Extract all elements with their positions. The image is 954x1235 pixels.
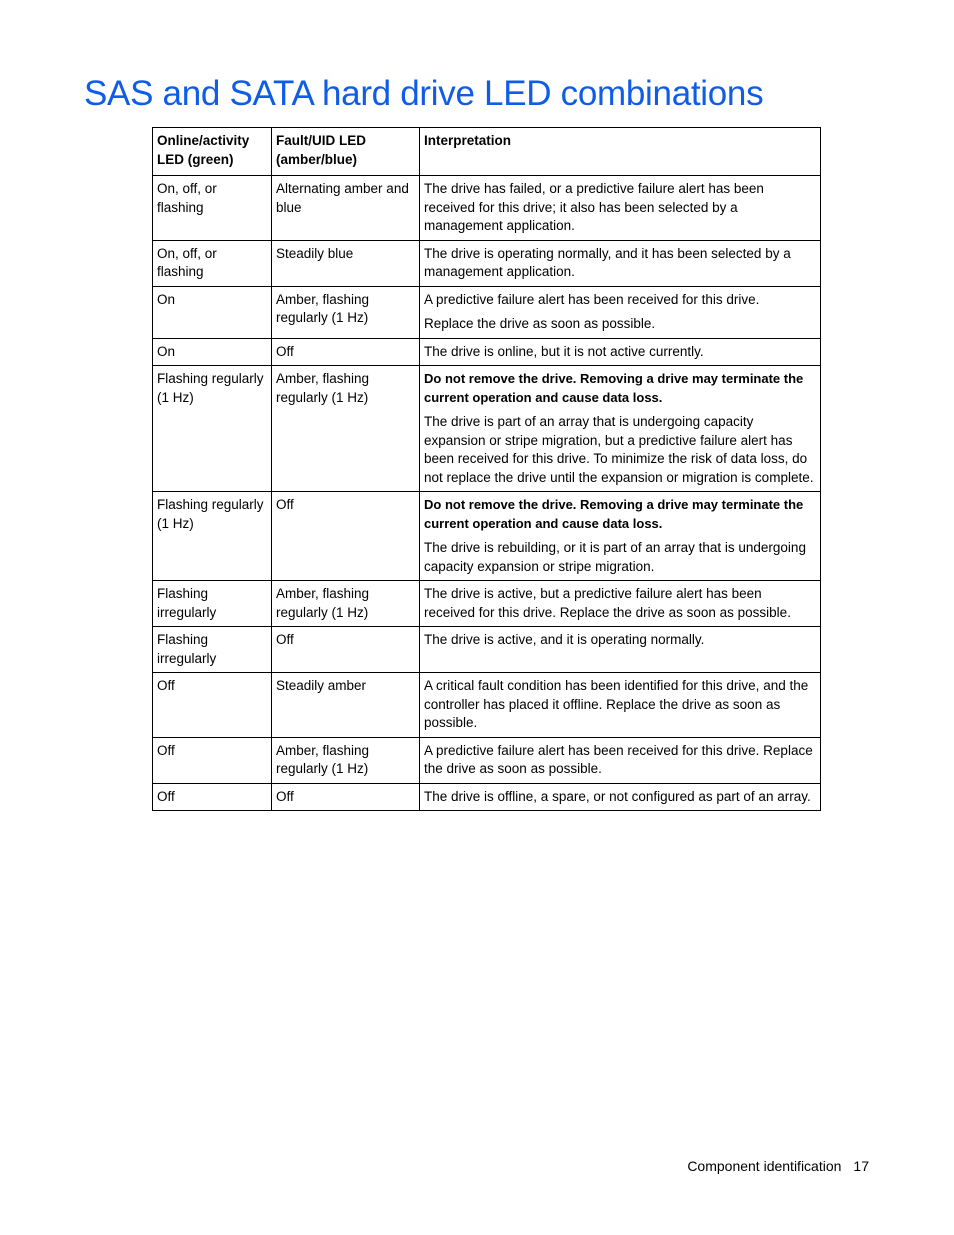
fault-uid-cell: Steadily blue xyxy=(272,240,420,286)
table-row xyxy=(153,176,821,241)
table-header-row xyxy=(153,128,821,176)
online-activity-cell: Flashing regularly (1 Hz) xyxy=(153,366,272,492)
interpretation-text: The drive is active, and it is operating normally. xyxy=(424,632,705,647)
table-row xyxy=(153,673,821,738)
online-activity-cell: Off xyxy=(153,737,272,783)
online-activity-cell: Off xyxy=(153,783,272,811)
interpretation-cell xyxy=(420,627,821,673)
fault-uid-cell: Amber, flashing regularly (1 Hz) xyxy=(272,737,420,783)
fault-uid-cell: Off xyxy=(272,627,420,673)
fault-uid-cell: Amber, flashing regularly (1 Hz) xyxy=(272,581,420,627)
interpretation-text: The drive is part of an array that is undergoing capacity expansion or stripe migration, but a predictive failure alert has been received for this drive. To minimize the risk of data loss, do not replace the drive until the expansion or migration is complete. xyxy=(424,414,814,485)
table-row xyxy=(153,366,821,492)
table-row xyxy=(153,240,821,286)
online-activity-cell: On xyxy=(153,286,272,338)
interpretation-text: The drive is online, but it is not active currently. xyxy=(424,343,704,359)
online-activity-cell: Flashing regularly (1 Hz) xyxy=(153,492,272,581)
fault-uid-cell: Off xyxy=(272,338,420,366)
footer-section-name: Component identification xyxy=(687,1158,842,1174)
online-activity-cell: Flashing irregularly xyxy=(153,581,272,627)
interpretation-text: Replace the drive as soon as possible. xyxy=(424,316,656,331)
interpretation-cell xyxy=(420,286,821,338)
interpretation-cell xyxy=(420,338,821,366)
interpretation-cell xyxy=(420,673,821,738)
table-row xyxy=(153,338,821,366)
fault-uid-cell: Amber, flashing regularly (1 Hz) xyxy=(272,286,420,338)
fault-uid-cell: Steadily amber xyxy=(272,673,420,738)
interpretation-cell xyxy=(420,240,821,286)
data-loss-warning: Do not remove the drive. Removing a drive may terminate the current operation and cause data loss. xyxy=(424,371,804,405)
interpretation-cell xyxy=(420,581,821,627)
table-row xyxy=(153,581,821,627)
interpretation-text: The drive is operating normally, and it has been selected by a management application. xyxy=(424,245,791,279)
fault-uid-cell: Off xyxy=(272,783,420,811)
fault-uid-cell: Amber, flashing regularly (1 Hz) xyxy=(272,366,420,492)
interpretation-cell xyxy=(420,737,821,783)
table-body xyxy=(153,176,821,811)
interpretation-cell xyxy=(420,176,821,241)
page-title: SAS and SATA hard drive LED combinations xyxy=(84,74,764,113)
online-activity-cell: On xyxy=(153,338,272,366)
page-number: 17 xyxy=(853,1158,869,1174)
table-row xyxy=(153,783,821,811)
data-loss-warning: Do not remove the drive. Removing a drive may terminate the current operation and cause data loss. xyxy=(424,497,804,531)
online-activity-cell: Flashing irregularly xyxy=(153,627,272,673)
online-activity-cell: On, off, or flashing xyxy=(153,240,272,286)
interpretation-text: A critical fault condition has been identified for this drive, and the controller has placed it offline. Replace the drive as soon as possible. xyxy=(424,678,809,730)
interpretation-text: The drive is active, but a predictive failure alert has been received for this drive. Replace the drive as soon as possible. xyxy=(424,586,791,620)
table-row xyxy=(153,286,821,338)
interpretation-text: The drive has failed, or a predictive failure alert has been received for this drive; it also has been selected by a management application. xyxy=(424,181,764,233)
led-combinations-table xyxy=(152,127,821,811)
interpretation-text: A predictive failure alert has been received for this drive. xyxy=(424,291,760,307)
header-online-activity: Online/activity LED (green) xyxy=(153,128,272,176)
table-row xyxy=(153,627,821,673)
fault-uid-cell: Off xyxy=(272,492,420,581)
header-interpretation: Interpretation xyxy=(420,128,821,176)
interpretation-cell xyxy=(420,783,821,811)
fault-uid-cell: Alternating amber and blue xyxy=(272,176,420,241)
table-row xyxy=(153,492,821,581)
online-activity-cell: On, off, or flashing xyxy=(153,176,272,241)
table-row xyxy=(153,737,821,783)
interpretation-cell xyxy=(420,366,821,492)
page-footer xyxy=(687,1158,869,1174)
interpretation-text: A predictive failure alert has been received for this drive. Replace the drive as soon as possible. xyxy=(424,742,813,776)
interpretation-text: The drive is rebuilding, or it is part of an array that is undergoing capacity expansion or stripe migration. xyxy=(424,540,806,574)
online-activity-cell: Off xyxy=(153,673,272,738)
header-fault-uid: Fault/UID LED (amber/blue) xyxy=(272,128,420,176)
interpretation-cell xyxy=(420,492,821,581)
interpretation-text: The drive is offline, a spare, or not configured as part of an array. xyxy=(424,788,811,804)
